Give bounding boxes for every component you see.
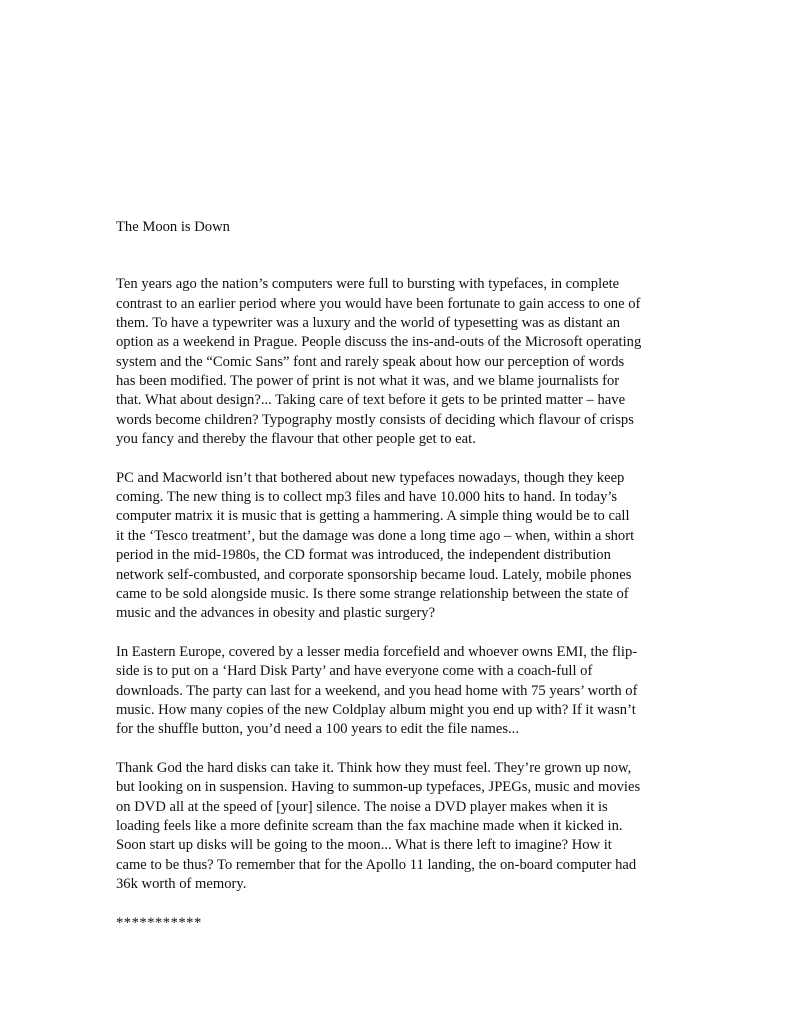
paragraph-line: period in the mid-1980s, the CD format was introduced, the independent distribution — [116, 547, 611, 564]
paragraph-line: coming. The new thing is to collect mp3 files and have 10.000 hits to hand. In today’s — [116, 489, 618, 506]
paragraph-line: but looking on in suspension. Having to summon-up typefaces, JPEGs, music and movies — [116, 779, 641, 796]
paragraph-line: Ten years ago the nation’s computers were full to bursting with typefaces, in complete — [116, 276, 620, 293]
paragraph-line: it the ‘Tesco treatment’, but the damage was done a long time ago – when, within a short — [116, 527, 635, 544]
paragraph-line: computer matrix it is music that is getting a hammering. A simple thing would be to call — [116, 508, 630, 525]
paragraph-line: Soon start up disks will be going to the moon... What is there left to imagine? How it — [116, 837, 612, 854]
paragraph-line: network self-combusted, and corporate sponsorship became loud. Lately, mobile phones — [116, 566, 632, 583]
paragraph-line: came to be sold alongside music. Is there some strange relationship between the state of — [116, 585, 629, 602]
paragraph-1 — [116, 275, 676, 449]
document-body — [116, 218, 676, 933]
paragraph-line: that. What about design?... Taking care of text before it gets to be printed matter – have — [116, 392, 626, 409]
paragraph-line: In Eastern Europe, covered by a lesser media forcefield and whoever owns EMI, the flip- — [116, 643, 638, 660]
paragraph-line: option as a weekend in Prague. People discuss the ins-and-outs of the Microsoft operating — [116, 334, 642, 351]
paragraph-line: words become children? Typography mostly consists of deciding which flavour of crisps — [116, 411, 634, 428]
paragraph-line: music and the advances in obesity and plastic surgery? — [116, 605, 436, 622]
paragraph-line: loading feels like a more definite scream than the fax machine made when it kicked in. — [116, 817, 623, 834]
paragraph-line: music. How many copies of the new Coldplay album might you end up with? If it wasn’t — [116, 701, 636, 718]
section-divider: *********** — [116, 914, 202, 931]
paragraph-4 — [116, 759, 676, 894]
paragraph-3 — [116, 643, 676, 740]
paragraph-line: system and the “Comic Sans” font and rarely speak about how our perception of words — [116, 353, 625, 370]
document-title: The Moon is Down — [116, 219, 230, 235]
paragraph-line: PC and Macworld isn’t that bothered about new typefaces nowadays, though they keep — [116, 469, 625, 486]
paragraph-line: for the shuffle button, you’d need a 100 years to edit the file names... — [116, 721, 519, 738]
paragraph-line: has been modified. The power of print is not what it was, and we blame journalists for — [116, 373, 620, 390]
paragraph-line: came to be thus? To remember that for the Apollo 11 landing, the on-board computer had — [116, 856, 637, 873]
paragraph-2 — [116, 469, 676, 624]
paragraph-line: downloads. The party can last for a weekend, and you head home with 75 years’ worth of — [116, 682, 638, 699]
paragraph-line: contrast to an earlier period where you would have been fortunate to gain access to one of — [116, 295, 641, 312]
paragraph-line: 36k worth of memory. — [116, 876, 247, 892]
paragraph-line: you fancy and thereby the flavour that other people get to eat. — [116, 431, 476, 448]
paragraph-line: them. To have a typewriter was a luxury and the world of typesetting was as distant an — [116, 315, 621, 332]
paragraph-line: on DVD all at the speed of [your] silence. The noise a DVD player makes when it is — [116, 798, 608, 815]
paragraph-line: Thank God the hard disks can take it. Think how they must feel. They’re grown up now, — [116, 759, 632, 776]
paragraph-line: side is to put on a ‘Hard Disk Party’ and have everyone come with a coach-full of — [116, 663, 593, 680]
